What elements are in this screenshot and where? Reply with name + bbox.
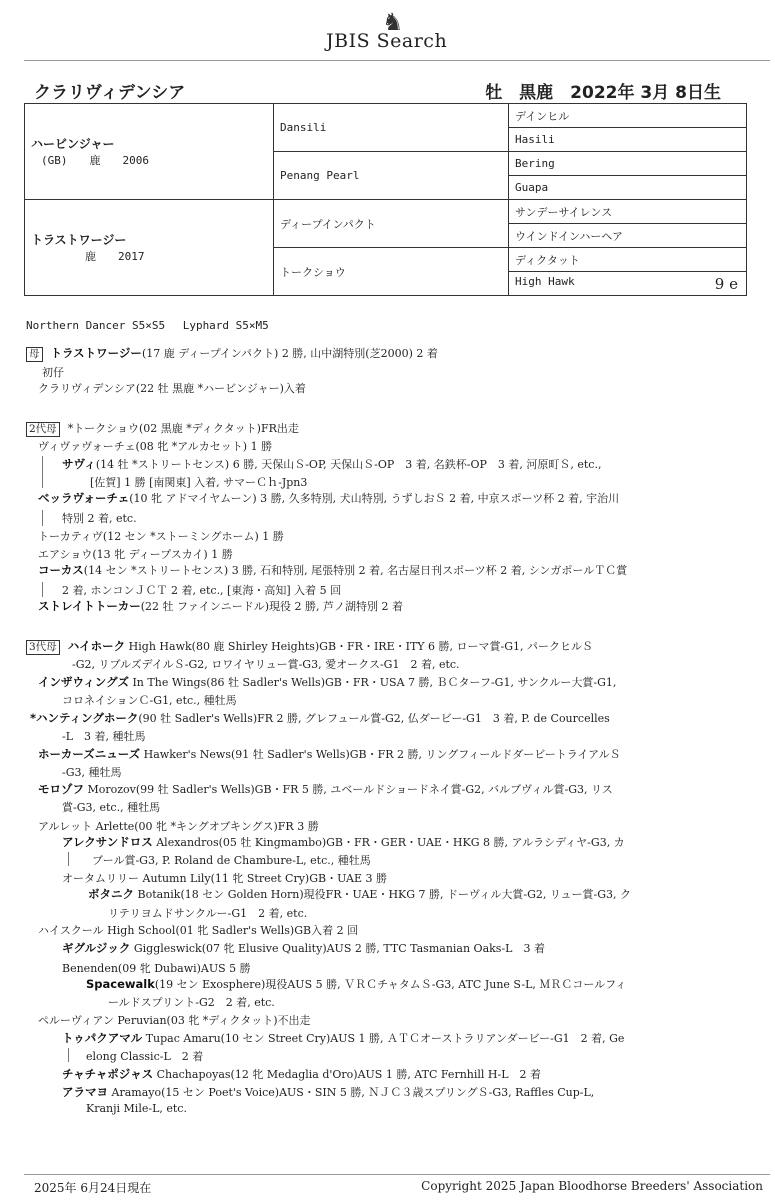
horse-link[interactable]: アラマヨ xyxy=(62,1085,108,1099)
record-text: [佐賀] 1 勝 [南関東] 入着, サマーＣｈ-Jpn3 xyxy=(90,476,308,489)
record-line xyxy=(62,799,160,815)
pedigree-g3-7[interactable]: ディクタット xyxy=(509,248,747,272)
record-text: コロネイションＣ-G1, etc., 種牡馬 xyxy=(62,694,237,707)
horse-link[interactable]: ギグルジック xyxy=(62,941,131,955)
record-line xyxy=(38,781,613,797)
record-text: -G2, リブルズデイルＳ-G2, ロワイヤリュー賞-G3, 愛オークス-G1 2 着, etc. xyxy=(72,658,460,671)
record-line xyxy=(42,364,64,380)
record-text: クラリヴィデンシア(22 牡 黒鹿 *ハービンジャー)入着 xyxy=(38,382,306,395)
record-line xyxy=(62,456,601,472)
record-text: elong Classic-L 2 着 xyxy=(86,1050,204,1063)
record-text: In The Wings(86 牡 Sadler's Wells)GB・FR・USA 7 勝, ＢＣターフ-G1, サンクルー大賞-G1, xyxy=(128,676,617,689)
record-line xyxy=(86,1102,187,1115)
record-text: Tupac Amaru(10 セン Street Cry)AUS 1 勝, ＡＴＣオーストラリアンダービー-G1 2 着, Ge xyxy=(142,1032,625,1045)
g3-8-name: High Hawk xyxy=(515,274,575,288)
record-line xyxy=(38,546,233,562)
record-line xyxy=(108,994,275,1010)
pedigree-table xyxy=(24,103,747,296)
pedigree-dam[interactable] xyxy=(25,200,274,296)
record-text: Benenden(09 牝 Dubawi)AUS 5 勝 xyxy=(62,962,251,975)
horse-link[interactable]: ホーカーズニューズ xyxy=(38,747,141,761)
generation-tag: 2代母 xyxy=(26,422,60,437)
record-text: Morozov(99 牡 Sadler's Wells)GB・FR 5 勝, ユベールドショードネイ賞-G2, バルブヴィル賞-G3, リス xyxy=(84,783,613,796)
pedigree-dam-dam[interactable]: トークショウ xyxy=(274,248,509,296)
horse-link[interactable]: モロゾフ xyxy=(38,782,84,796)
pedigree-g3-5[interactable]: サンデーサイレンス xyxy=(509,200,747,224)
record-text: エアショウ(13 牝 ディープスカイ) 1 勝 xyxy=(38,548,233,561)
logo-text: JBIS Search xyxy=(326,30,448,52)
record-line xyxy=(38,438,272,454)
record-line xyxy=(38,490,619,506)
record-line xyxy=(26,345,438,362)
record-text: 賞-G3, etc., 種牡馬 xyxy=(62,801,161,814)
sire-name: ハービンジャー xyxy=(31,137,115,151)
record-line xyxy=(38,674,616,690)
record-line xyxy=(88,886,631,902)
record-line xyxy=(30,710,610,726)
indent-bar xyxy=(68,852,69,866)
dam-details: 鹿 2017 xyxy=(41,250,145,263)
family-number: 9 e xyxy=(714,274,738,293)
record-line xyxy=(62,834,625,850)
record-text: (14 牡 *ストリートセンス) 6 勝, 天保山Ｓ-OP, 天保山Ｓ-OP 3 着, 名鉄杯-OP 3 着, 河原町Ｓ, etc., xyxy=(95,458,602,471)
record-line xyxy=(38,380,306,396)
horse-link[interactable]: コーカス xyxy=(38,563,84,577)
record-line xyxy=(62,870,387,886)
record-text: オータムリリー Autumn Lily(11 牝 Street Cry)GB・UAE 3 勝 xyxy=(62,872,387,885)
record-line xyxy=(38,562,627,578)
dam-name: トラストワージー xyxy=(31,233,127,247)
record-text: トーカティヴ(12 セン *ストーミングホーム) 1 勝 xyxy=(38,530,284,543)
record-line xyxy=(62,1084,594,1100)
footer-divider xyxy=(24,1174,770,1175)
horse-link[interactable]: トゥパクアマル xyxy=(62,1031,143,1045)
indent-bar xyxy=(42,456,43,488)
record-line xyxy=(92,852,371,868)
pedigree-sire-sire[interactable]: Dansili xyxy=(274,104,509,152)
record-line xyxy=(62,764,122,780)
record-line xyxy=(62,940,545,956)
horse-link[interactable]: チャチャポジャス xyxy=(62,1067,154,1081)
record-text: Chachapoyas(12 牝 Medaglia d'Oro)AUS 1 勝, ATC Fernhill H-L 2 着 xyxy=(153,1068,542,1081)
record-text: Alexandros(05 牡 Kingmambo)GB・FR・GER・UAE・HKG 8 勝, アルラシディヤ-G3, カ xyxy=(152,836,625,849)
record-text: (90 牡 Sadler's Wells)FR 2 勝, グレフュール賞-G2, 仏ダービー-G1 3 着, P. de Courcelles xyxy=(138,712,610,725)
horse-rider-icon: ♞ xyxy=(382,8,404,36)
record-text: (14 セン *ストリートセンス) 3 勝, 石和特別, 尾張特別 2 着, 名古屋日刊スポーツ杯 2 着, シンガポールＴＣ賞 xyxy=(83,564,628,577)
horse-link[interactable]: *ハンティングホーク xyxy=(30,711,139,725)
horse-link[interactable]: ハイホーク xyxy=(67,639,126,653)
indent-bar xyxy=(42,582,43,597)
generation-tag: 母 xyxy=(26,347,43,362)
record-line xyxy=(62,510,137,526)
record-text: リテリヨムドサンクルー-G1 2 着, etc. xyxy=(108,907,308,920)
pedigree-sire-dam[interactable]: Penang Pearl xyxy=(274,152,509,200)
record-text: Kranji Mile-L, etc. xyxy=(86,1102,187,1115)
record-text: Botanik(18 セン Golden Horn)現役FR・UAE・HKG 7 勝, ドーヴィル大賞-G2, リュー賞-G3, ク xyxy=(134,888,632,901)
record-text: ペルーヴィアン Peruvian(03 牝 *ディクタット)不出走 xyxy=(38,1014,311,1027)
horse-link[interactable]: ボタニク xyxy=(88,887,134,901)
record-text: Aramayo(15 セン Poet's Voice)AUS・SIN 5 勝, ＮＪＣ３歳スプリングＳ-G3, Raffles Cup-L, xyxy=(108,1086,595,1099)
record-line xyxy=(86,1048,203,1064)
record-text: ールドスプリント-G2 2 着, etc. xyxy=(108,996,275,1009)
record-text: ハイスクール High School(01 牝 Sadler's Wells)GB入着 2 回 xyxy=(38,924,359,937)
horse-link[interactable]: ベッラヴォーチェ xyxy=(38,491,130,505)
horse-link[interactable]: アレクサンドロス xyxy=(62,835,153,849)
record-line xyxy=(38,746,621,762)
record-text: (17 鹿 ディープインパクト) 2 勝, 山中湖特別(芝2000) 2 着 xyxy=(141,347,438,360)
record-text: (10 牝 アドマイヤムーン) 3 勝, 久多特別, 犬山特別, うずしおＳ 2 着, 中京スポーツ杯 2 着, 宇治川 xyxy=(129,492,620,505)
pedigree-dam-sire[interactable]: ディープインパクト xyxy=(274,200,509,248)
record-text: 2 着, ホンコンＪＣＴ 2 着, etc., [東海・高知] 入着 5 回 xyxy=(62,584,342,597)
footer-copyright: Copyright 2025 Japan Bloodhorse Breeders' Association xyxy=(421,1179,763,1193)
indent-bar xyxy=(68,1048,69,1062)
record-line xyxy=(62,960,251,976)
inbreeding-crosses: Northern Dancer S5×S5 Lyphard S5×M5 xyxy=(26,319,269,332)
record-line xyxy=(62,1066,541,1082)
record-text: *トークショウ(02 黒鹿 *ディクタット)FR出走 xyxy=(67,422,299,435)
horse-info: 牡 黒鹿 2022年 3月 8日生 xyxy=(485,83,721,103)
record-line xyxy=(38,1012,311,1028)
record-text: アルレット Arlette(00 牝 *キングオブキングス)FR 3 勝 xyxy=(38,820,319,833)
record-line xyxy=(38,922,358,938)
record-text: ヴィヴァヴォーチェ(08 牝 *アルカセット) 1 勝 xyxy=(38,440,273,453)
pedigree-g3-6[interactable]: ウインドインハーヘア xyxy=(509,224,747,248)
pedigree-g3-4[interactable]: Guapa xyxy=(509,176,747,200)
record-line xyxy=(38,818,319,834)
record-line xyxy=(62,582,341,598)
horse-link[interactable]: トラストワージー xyxy=(50,346,142,360)
record-line xyxy=(62,1030,624,1046)
record-text: (22 牡 ファインニードル)現役 2 勝, 芦ノ湖特別 2 着 xyxy=(140,600,404,613)
indent-bar xyxy=(42,510,43,526)
footer-date: 2025年 6月24日現在 xyxy=(34,1181,152,1195)
record-line xyxy=(62,692,237,708)
record-text: High Hawk(80 鹿 Shirley Heights)GB・FR・IRE・ITY 6 勝, ローマ賞-G1, パークヒルＳ xyxy=(125,640,594,653)
record-text: (19 セン Exosphere)現役AUS 5 勝, ＶＲＣチャタムＳ-G3, ATC June S-L, ＭＲＣコールフィ xyxy=(154,978,627,991)
sire-details: (GB) 鹿 2006 xyxy=(41,154,149,167)
record-line xyxy=(38,528,284,544)
record-text: ブール賞-G3, P. Roland de Chambure-L, etc., 種牡馬 xyxy=(92,854,371,867)
horse-link[interactable]: Spacewalk xyxy=(86,977,155,991)
record-text: Giggleswick(07 牝 Elusive Quality)AUS 2 勝, TTC Tasmanian Oaks-L 3 着 xyxy=(130,942,545,955)
record-text: 特別 2 着, etc. xyxy=(62,512,137,525)
generation-tag: 3代母 xyxy=(26,640,60,655)
record-line xyxy=(62,728,146,744)
horse-link[interactable]: ストレイトトーカー xyxy=(38,599,141,613)
jbis-logo[interactable] xyxy=(326,8,466,56)
horse-link[interactable]: インザウィングズ xyxy=(38,675,129,689)
horse-name: クラリヴィデンシア xyxy=(34,83,186,103)
record-line xyxy=(72,656,460,672)
header-divider xyxy=(24,60,770,61)
record-text: 初仔 xyxy=(42,366,64,379)
record-line xyxy=(86,976,626,992)
record-text: -L 3 着, 種牡馬 xyxy=(62,730,146,743)
record-text: Hawker's News(91 牡 Sadler's Wells)GB・FR 2 勝, リングフィールドダービートライアルＳ xyxy=(140,748,621,761)
pedigree-g3-1[interactable]: デインヒル xyxy=(509,104,747,128)
horse-link[interactable]: サヴィ xyxy=(62,457,96,471)
record-text: -G3, 種牡馬 xyxy=(62,766,122,779)
record-line xyxy=(26,420,299,437)
record-line xyxy=(38,598,403,614)
pedigree-g3-3[interactable]: Bering xyxy=(509,152,747,176)
record-line xyxy=(90,474,307,490)
pedigree-sire[interactable] xyxy=(25,104,274,200)
record-line xyxy=(26,638,593,655)
pedigree-g3-2[interactable]: Hasili xyxy=(509,128,747,152)
title-row xyxy=(34,78,721,104)
record-line xyxy=(108,905,307,921)
pedigree-g3-8[interactable] xyxy=(509,272,747,296)
